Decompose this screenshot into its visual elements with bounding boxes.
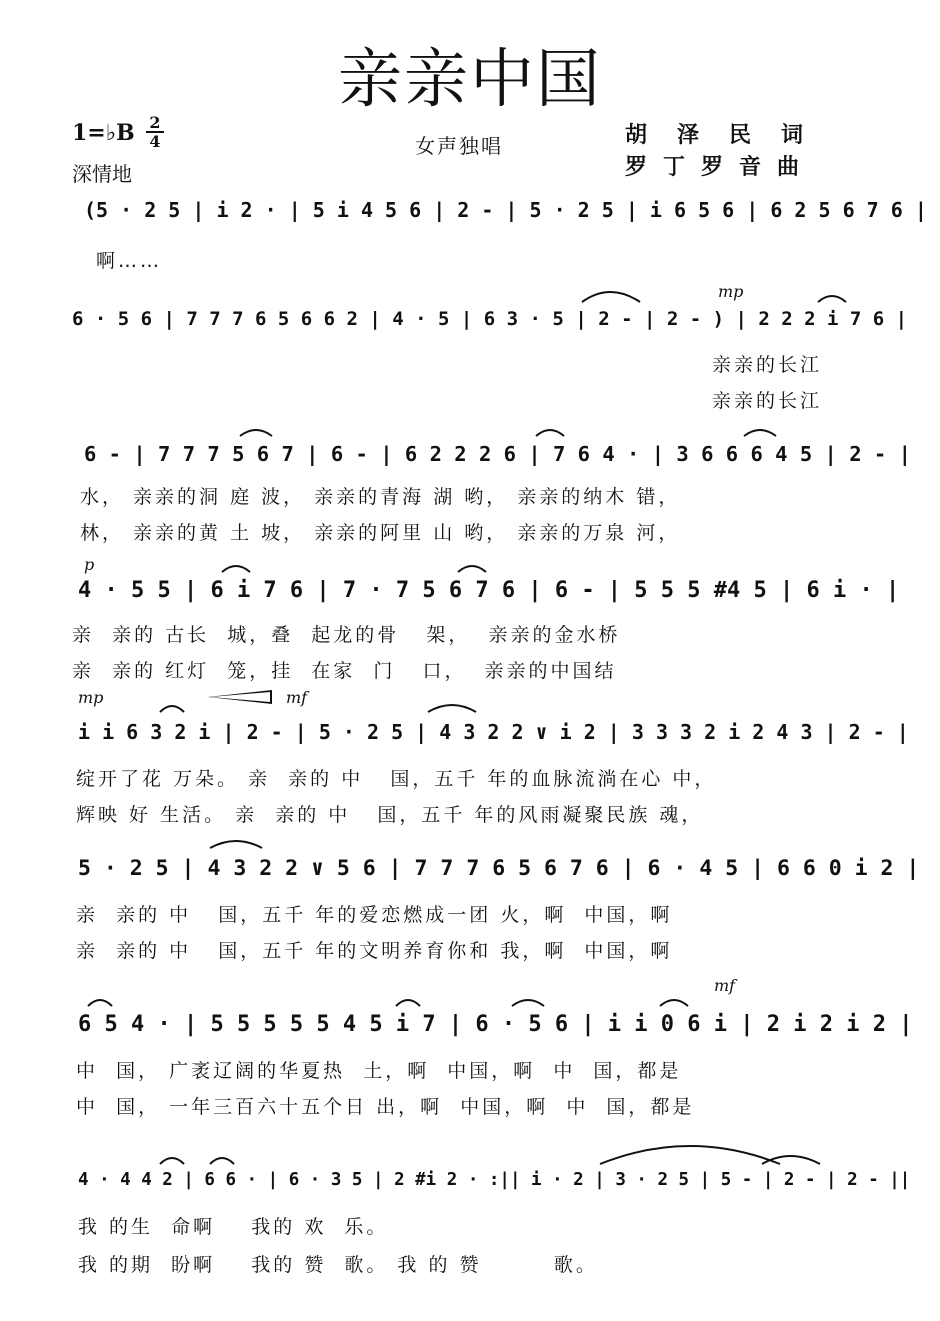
lyrics-line-2-verse-1: 亲亲的长江 [712, 354, 823, 376]
slur [222, 566, 250, 572]
dynamic-mp: mp [718, 282, 744, 301]
slur [600, 1146, 780, 1164]
slur [240, 430, 272, 436]
composer-credit: 罗丁罗音曲 [625, 155, 816, 180]
dynamic-mp-2: mp [78, 688, 104, 707]
lyrics-line-3-verse-1: 水， 亲亲的洞 庭 波， 亲亲的青海 湖 哟， 亲亲的纳木 错， [80, 486, 681, 508]
slur [660, 1000, 688, 1006]
lyrics-line-3-verse-2: 林， 亲亲的黄 土 坡， 亲亲的阿里 山 哟， 亲亲的万泉 河， [80, 522, 681, 544]
slur [818, 296, 846, 302]
lyrics-line-5-verse-2: 辉映 好 生活。 亲 亲的 中 国，五千 年的风雨凝聚民族 魂， [76, 804, 704, 826]
slur [744, 430, 776, 436]
notation-line-8: 4 · 4 4 2 | 6 6 · | 6 · 3 5 | 2 #i 2 · :|| i · 2 | 3 · 2 5 | 5 - | 2 - | 2 - || [78, 1170, 911, 1190]
lyrics-line-5-verse-1: 绽开了花 万朵。 亲 亲的 中 国，五千 年的血脉流淌在心 中， [76, 768, 717, 790]
notation-line-2: 6 · 5 6 | 7 7 7 6 5 6 6 2 | 4 · 5 | 6 3 · 5 | 2 - | 2 - ) | 2 2 2 i 7 6 | [72, 308, 908, 330]
lyrics-line-6-verse-2: 亲 亲的 中 国，五千 年的文明养育你和 我，啊 中国，啊 [76, 940, 673, 962]
dynamic-mf: mf [286, 688, 308, 707]
lyrics-line-1-verse-1: 啊…… [96, 250, 163, 272]
song-title: 亲亲中国 [338, 43, 602, 117]
time-numerator: 2 [149, 113, 161, 132]
notation-line-1: (5 · 2 5 | i 2 · | 5 i 4 5 6 | 2 - | 5 · 2 5 | i 6 5 6 | 6 2 5 6 7 6 | [84, 198, 927, 222]
slur [536, 430, 564, 436]
key-signature: 1=♭B [72, 120, 135, 146]
slur [160, 1158, 184, 1164]
performance-type: 女声独唱 [415, 134, 503, 158]
notation-line-3: 6 - | 7 7 7 5 6 7 | 6 - | 6 2 2 2 6 | 7 6 4 · | 3 6 6 6 4 5 | 2 - | [84, 442, 911, 466]
slur [396, 1000, 420, 1006]
dynamic-mf-2: mf [714, 976, 736, 995]
expression-mark: 深情地 [72, 162, 132, 186]
lyrics-line-2-verse-2: 亲亲的长江 [712, 390, 823, 412]
lyrics-line-4-verse-1: 亲 亲的 古长 城，叠 起龙的骨 架， 亲亲的金水桥 [72, 624, 621, 646]
notation-line-7: 6 5 4 · | 5 5 5 5 5 4 5 i 7 | 6 · 5 6 | i i 0 6 i | 2 i 2 i 2 | [78, 1012, 913, 1037]
notation-line-6: 5 · 2 5 | 4 3 2 2 ∨ 5 6 | 7 7 7 6 5 6 7 6 | 6 · 4 5 | 6 6 0 i 2 | [78, 856, 920, 881]
lyrics-line-4-verse-2: 亲 亲的 红灯 笼，挂 在家 门 口， 亲亲的中国结 [72, 660, 617, 682]
notation-line-4: 4 · 5 5 | 6 i 7 6 | 7 · 7 5 6 7 6 | 6 - | 5 5 5 #4 5 | 6 i · | [78, 578, 900, 603]
slur [210, 841, 262, 848]
slur [512, 1000, 544, 1006]
lyrics-line-6-verse-1: 亲 亲的 中 国，五千 年的爱恋燃成一团 火，啊 中国，啊 [76, 904, 673, 926]
lyricist-credit: 胡泽民词 [625, 123, 834, 148]
lyrics-line-8-verse-2: 我 的期 盼啊 我的 赞 歌。 我 的 赞 歌。 [78, 1254, 598, 1276]
slur [458, 566, 486, 572]
slur [210, 1158, 234, 1164]
slur [160, 706, 184, 712]
time-denominator: 4 [146, 131, 164, 150]
slur [582, 292, 640, 302]
lyrics-line-7-verse-2: 中 国， 一年三百六十五个日 出，啊 中国，啊 中 国，都是 [76, 1096, 695, 1118]
slur [88, 1000, 112, 1006]
dynamic-p: p [84, 555, 95, 574]
slur [428, 705, 476, 712]
notation-line-5: i i 6 3 2 i | 2 - | 5 · 2 5 | 4 3 2 2 ∨ i 2 | 3 3 3 2 i 2 4 3 | 2 - | [78, 720, 909, 744]
lyrics-line-7-verse-1: 中 国， 广袤辽阔的华夏热 土，啊 中国，啊 中 国，都是 [76, 1060, 682, 1082]
slur [762, 1156, 820, 1164]
lyrics-line-8-verse-1: 我 的生 命啊 我的 欢 乐。 [78, 1216, 389, 1238]
